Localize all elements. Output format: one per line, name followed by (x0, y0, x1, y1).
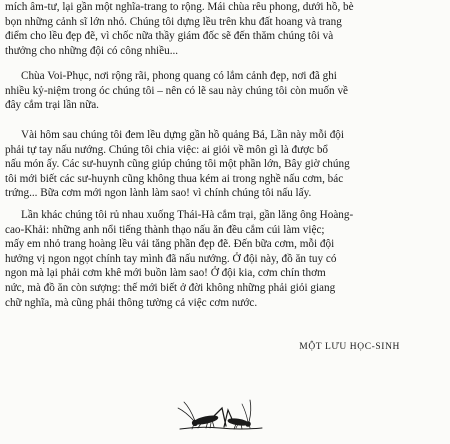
text-line: điểm cho lều đẹp đẽ, vì chốc nữa thầy giám đốc sẽ đến thăm chúng tôi và (5, 30, 334, 43)
text-line: tôi mới biết các sư-huynh cũng không thua kém ai trong nghề nấu cơm, bác (5, 172, 344, 185)
text-line: trứng... Bữa cơm mới ngon lành làm sao! vì chính chúng tôi nấu lấy. (5, 187, 312, 200)
text-line: mích âm-tư, lại gần một nghĩa-trang to rộng. Mái chùa rêu phong, dưới hồ, bè (5, 1, 354, 13)
paragraph-3 (5, 128, 445, 201)
grasshoppers-ornament-icon (170, 398, 270, 434)
paragraph-2 (5, 69, 445, 113)
text-line: chữ nghĩa, mà cũng phải thông tường cả việc cơm nước. (5, 296, 258, 309)
text-line: thưởng cho những đội có công nhiều... (5, 44, 179, 57)
text-line: Chùa Voi-Phục, nơi rộng rãi, phong quang có lắm cảnh đẹp, nơi đã ghi (21, 70, 337, 82)
text-line: cao-Khải: những anh nổi tiếng thành thạo nấu ăn đều cắm cúi làm việc; (5, 223, 325, 236)
text-line: nức, mà đồ ăn còn sượng: thế mới biết ở đời không những phải giỏi giang (5, 281, 336, 294)
text-line: nấu món ấy. Các sư-huynh cũng giúp chúng tôi một phần lớn, Bây giờ chúng (5, 158, 350, 171)
text-line: nhiều kỷ-niệm trong óc chúng tôi – nên có lẽ sau này chúng tôi còn muốn về (5, 84, 349, 97)
text-line: ngon mà lại phải cơm khê mới buồn làm sao! Ở đội kia, cơm chín thơm (5, 267, 326, 280)
text-line: hưởng vị ngon ngọt chính tay mình đã nấu nướng. Ở đội này, đồ ăn tuy có (5, 252, 337, 265)
paragraph-1 (5, 0, 445, 58)
text-line: Vài hôm sau chúng tôi đem lều dựng gần hồ quảng Bá, Lần này mỗi đội (21, 129, 344, 141)
paragraph-4 (5, 208, 445, 310)
text-line: bọn những cảnh sĩ lớn nhỏ. Chúng tôi dựng lều trên khu đất hoang và trang (5, 15, 342, 28)
author-signature: MỘT LƯU HỌC-SINH (299, 342, 400, 352)
text-line: mấy em nhỏ trang hoàng lều vải tăng phần đẹp đẽ. Đến bữa cơm, mỗi đội (5, 238, 335, 251)
text-line: Lần khác chúng tôi rủ nhau xuống Thái-Hà cắm trại, gần lăng ông Hoàng- (21, 209, 354, 221)
text-line: phải tự tay nấu nướng. Chúng tôi chia việc: ai giỏi về môn gì là được bổ (5, 143, 329, 156)
text-line: đây cắm trại lần nữa. (5, 99, 99, 112)
